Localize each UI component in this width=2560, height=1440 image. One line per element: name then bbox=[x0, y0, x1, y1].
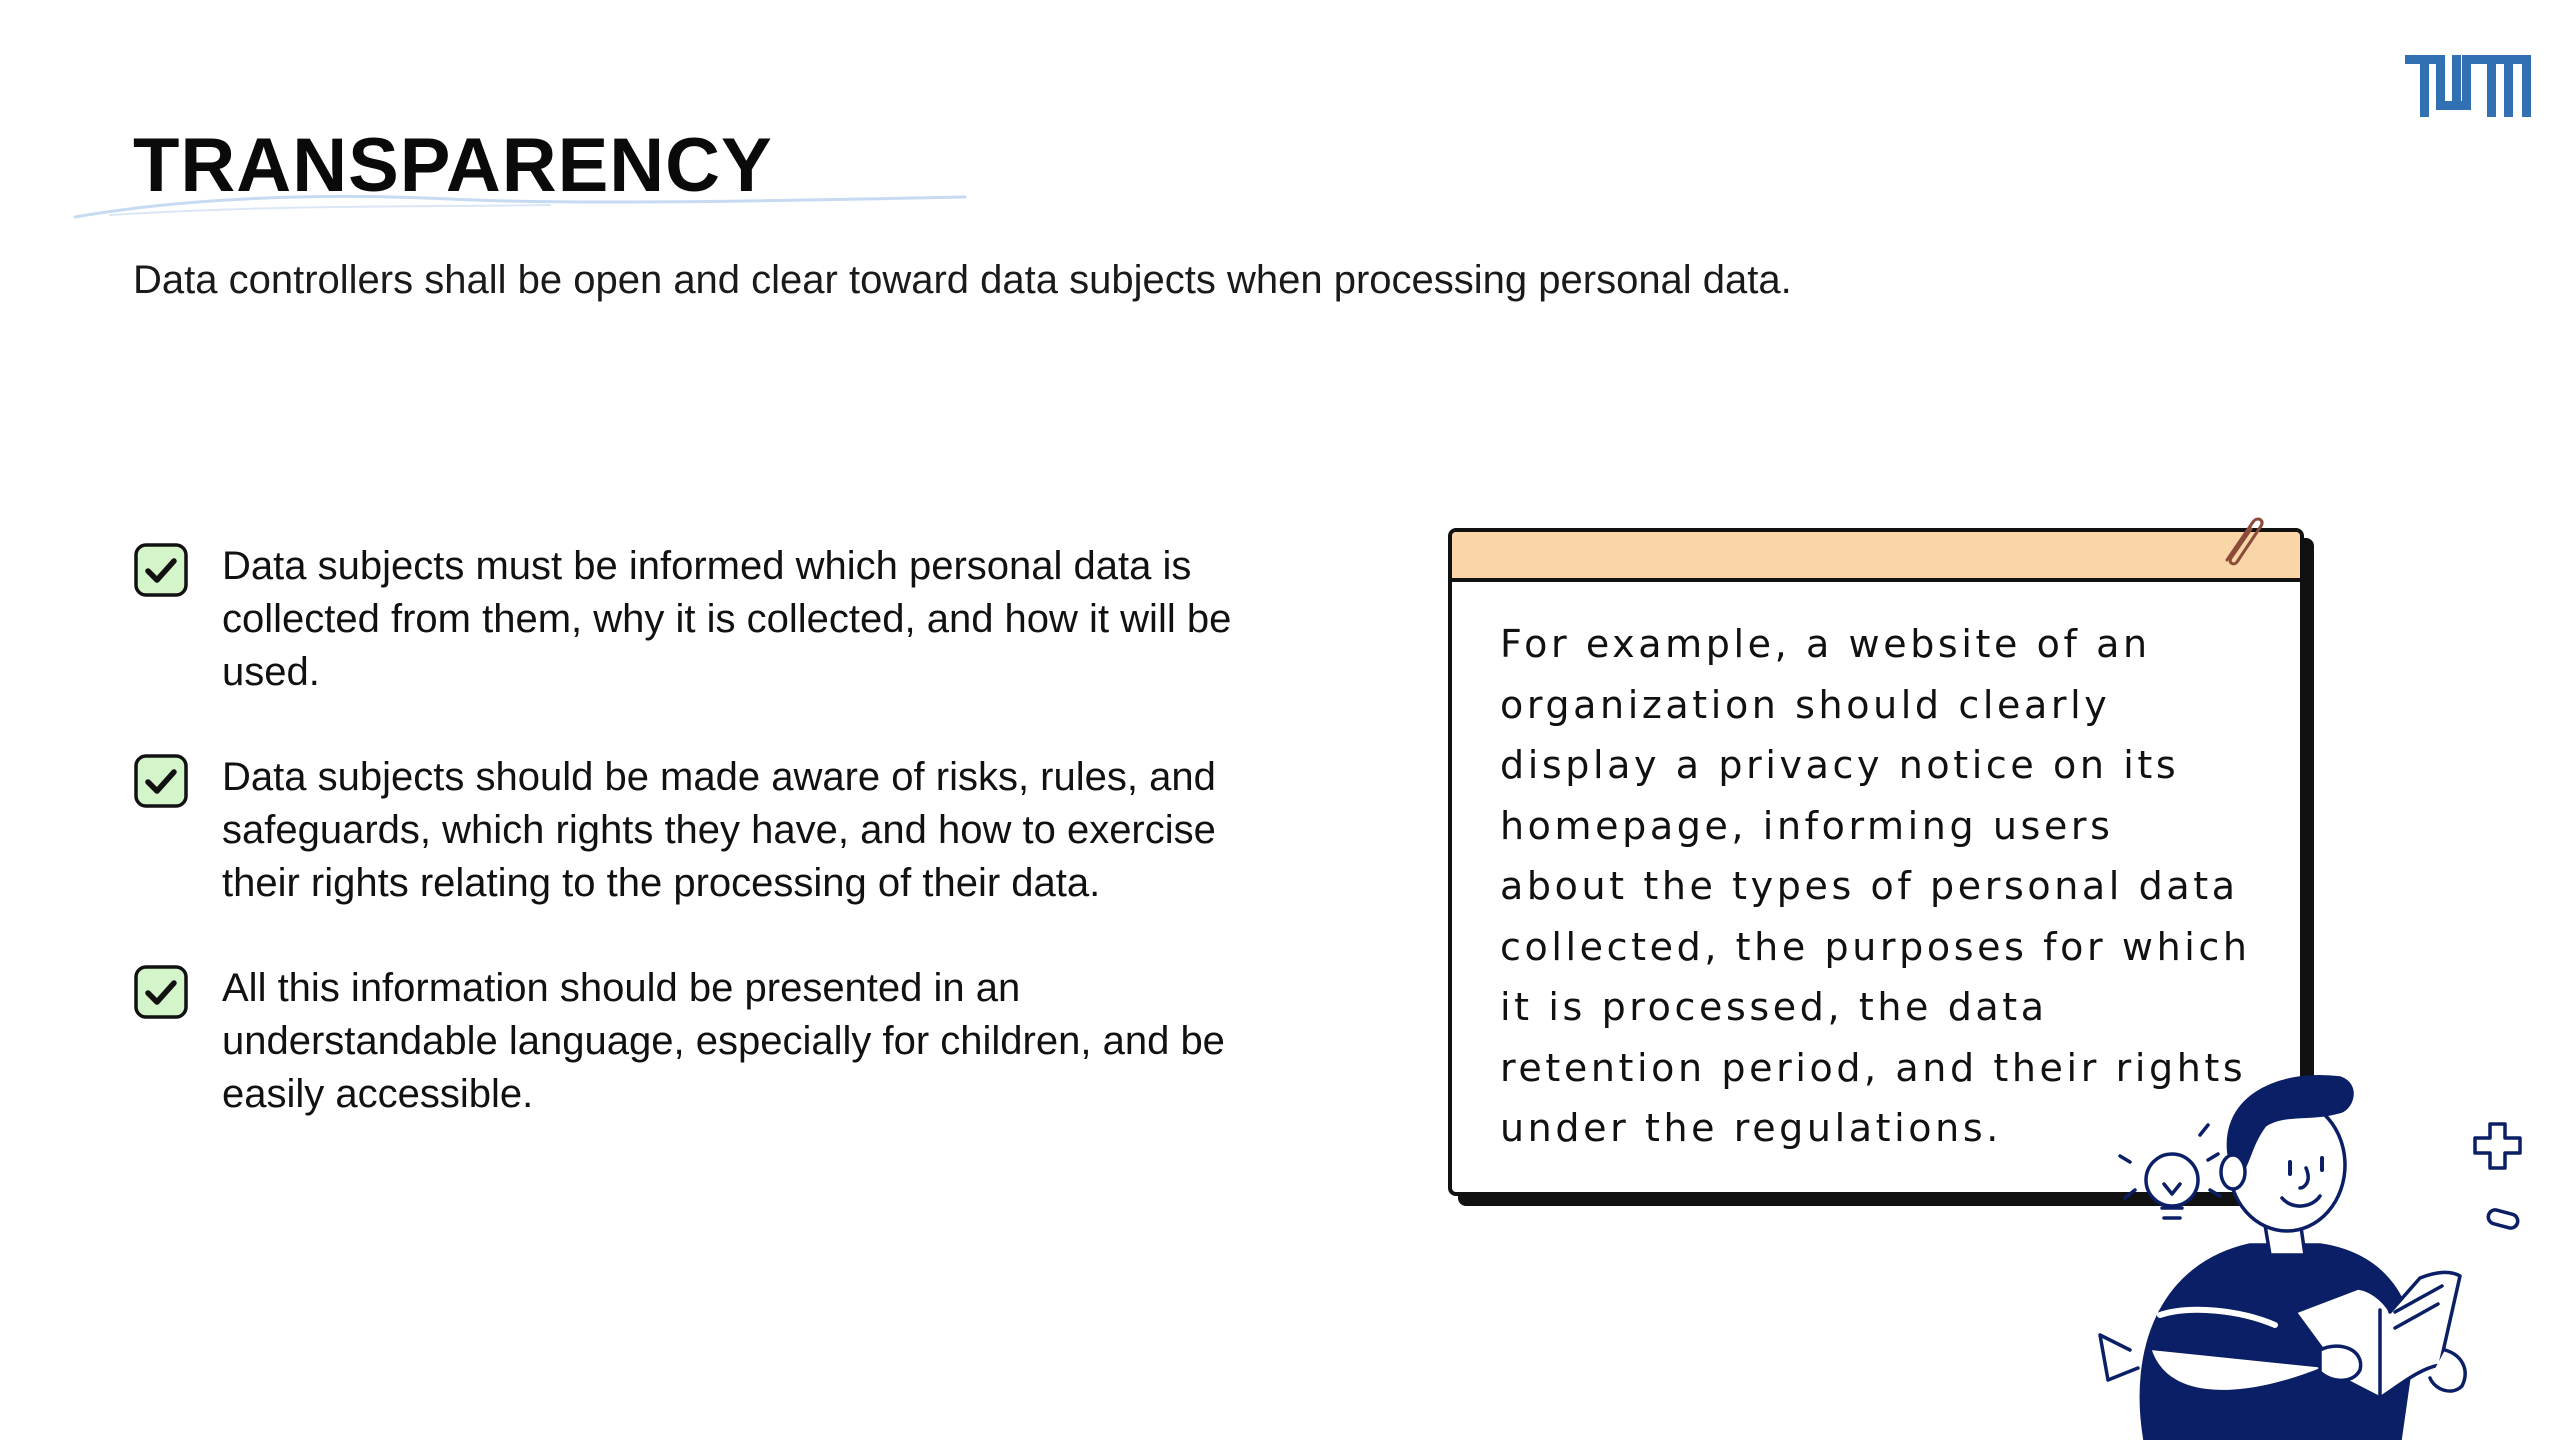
note-header-bar bbox=[1452, 532, 2300, 582]
paperclip-icon bbox=[2213, 508, 2269, 570]
bullet-text: Data subjects must be informed which personal data is collected from them, why it is collected, and how it will be used. bbox=[222, 544, 1232, 694]
tum-logo-icon bbox=[2405, 55, 2531, 117]
checkbox-checked-icon bbox=[133, 542, 189, 598]
checkbox-checked-icon bbox=[133, 753, 189, 809]
person-reading-book-illustration bbox=[2090, 1050, 2540, 1440]
checkbox-checked-icon bbox=[133, 964, 189, 1020]
bullet-item bbox=[133, 540, 1233, 699]
bullet-item bbox=[133, 962, 1233, 1121]
bullet-list bbox=[133, 540, 1233, 1173]
note-text: For example, a website of an organization should clearly display a privacy notice on its homepage, informing users about the types of personal data collected, the purposes for which it is processed, the data retention period, and their rights under the regulations. bbox=[1500, 622, 2251, 1150]
bullet-text: All this information should be presented in an understandable language, especially for children, and be easily accessible. bbox=[222, 966, 1225, 1116]
page-title: TRANSPARENCY bbox=[133, 123, 773, 208]
bullet-item bbox=[133, 751, 1233, 910]
bullet-text: Data subjects should be made aware of risks, rules, and safeguards, which rights they have, and how to exercise their rights relating to the processing of their data. bbox=[222, 755, 1216, 905]
page-subtitle: Data controllers shall be open and clear toward data subjects when processing personal data. bbox=[133, 258, 1792, 302]
